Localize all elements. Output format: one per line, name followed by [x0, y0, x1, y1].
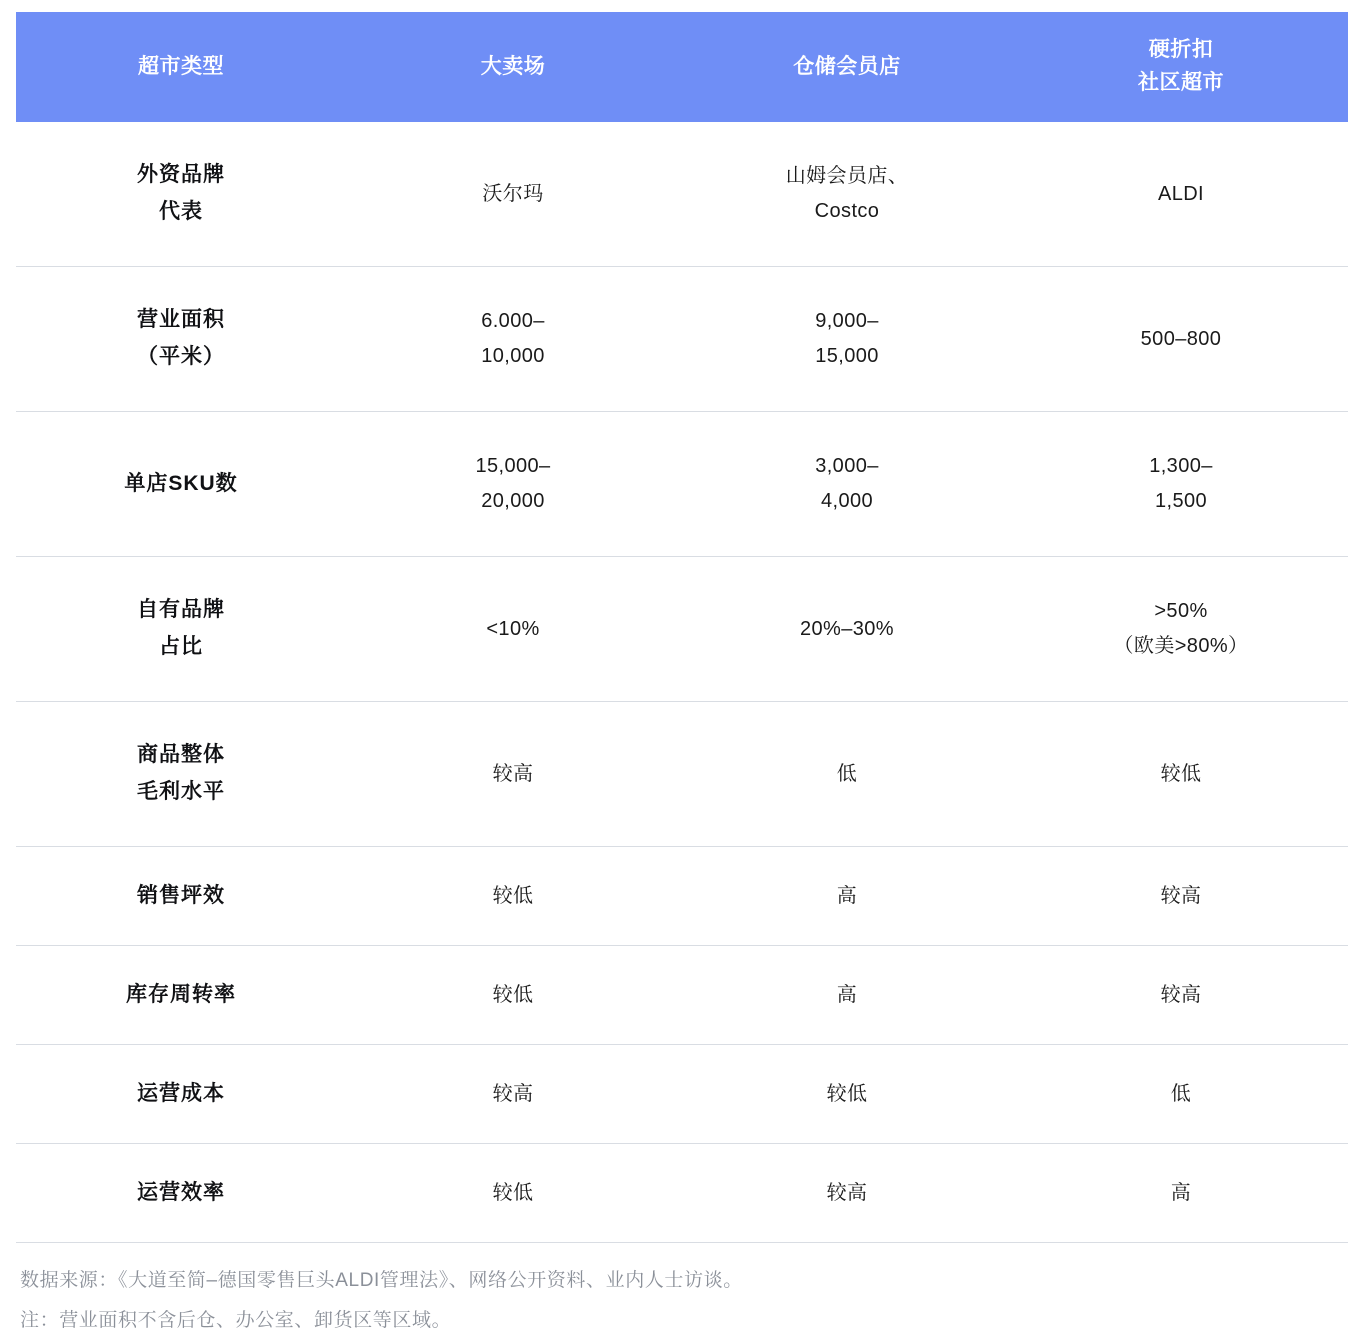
- table-row: [16, 122, 1348, 267]
- table-header-row: [16, 12, 1348, 122]
- table-row: [16, 1144, 1348, 1243]
- cell-operating-cost-warehouse-club: 较低: [680, 1045, 1014, 1144]
- cell-inventory-turnover-hard-discount: 较高: [1014, 946, 1348, 1045]
- row-label-floor-area: 营业面积 （平米）: [16, 267, 346, 412]
- column-header-type: [16, 12, 346, 122]
- cell-private-label-share-hypermarket: <10%: [346, 557, 680, 702]
- cell-operating-efficiency-hard-discount: 高: [1014, 1144, 1348, 1243]
- table-row: [16, 946, 1348, 1045]
- row-label-sku-count: 单店SKU数: [16, 412, 346, 557]
- row-label-operating-efficiency: 运营效率: [16, 1144, 346, 1243]
- row-label-private-label-share: 自有品牌 占比: [16, 557, 346, 702]
- row-label-foreign-brands: 外资品牌 代表: [16, 122, 346, 267]
- table-row: [16, 702, 1348, 847]
- cell-inventory-turnover-hypermarket: 较低: [346, 946, 680, 1045]
- column-header-hypermarket-line1: 大卖场: [480, 54, 546, 78]
- column-header-warehouse-club: [680, 12, 1014, 122]
- row-label-sales-per-sqm: 销售坪效: [16, 847, 346, 946]
- table-row: [16, 557, 1348, 702]
- cell-floor-area-hard-discount: 500–800: [1014, 267, 1348, 412]
- cell-gross-margin-hypermarket: 较高: [346, 702, 680, 847]
- column-header-warehouse-club-line1: 仓储会员店: [793, 54, 901, 78]
- cell-gross-margin-hard-discount: 较低: [1014, 702, 1348, 847]
- column-header-type-line1: 超市类型: [138, 54, 224, 78]
- column-header-hypermarket: [346, 12, 680, 122]
- cell-inventory-turnover-warehouse-club: 高: [680, 946, 1014, 1045]
- column-header-hard-discount-line1: 硬折扣: [1148, 38, 1214, 62]
- cell-sales-per-sqm-warehouse-club: 高: [680, 847, 1014, 946]
- column-header-hard-discount-line2: 社区超市: [1138, 71, 1224, 94]
- cell-operating-cost-hard-discount: 低: [1014, 1045, 1348, 1144]
- footnotes: [16, 1261, 1348, 1341]
- supermarket-comparison-table: [16, 12, 1348, 1243]
- cell-operating-efficiency-hypermarket: 较低: [346, 1144, 680, 1243]
- cell-foreign-brands-warehouse-club: 山姆会员店、 Costco: [680, 122, 1014, 267]
- row-label-operating-cost: 运营成本: [16, 1045, 346, 1144]
- cell-private-label-share-warehouse-club: 20%–30%: [680, 557, 1014, 702]
- cell-sales-per-sqm-hard-discount: 较高: [1014, 847, 1348, 946]
- cell-sku-count-hard-discount: 1,300– 1,500: [1014, 412, 1348, 557]
- row-label-gross-margin: 商品整体 毛利水平: [16, 702, 346, 847]
- footnote-source: 数据来源：《大道至简–德国零售巨头ALDI管理法》、网络公开资料、业内人士访谈。: [20, 1270, 743, 1291]
- cell-foreign-brands-hard-discount: ALDI: [1014, 122, 1348, 267]
- cell-floor-area-warehouse-club: 9,000– 15,000: [680, 267, 1014, 412]
- column-header-hard-discount: [1014, 12, 1348, 122]
- cell-operating-cost-hypermarket: 较高: [346, 1045, 680, 1144]
- table-body: [16, 122, 1348, 1243]
- cell-gross-margin-warehouse-club: 低: [680, 702, 1014, 847]
- table-row: [16, 847, 1348, 946]
- cell-private-label-share-hard-discount: >50% （欧美>80%）: [1014, 557, 1348, 702]
- cell-operating-efficiency-warehouse-club: 较高: [680, 1144, 1014, 1243]
- table-row: [16, 412, 1348, 557]
- cell-foreign-brands-hypermarket: 沃尔玛: [346, 122, 680, 267]
- table-row: [16, 267, 1348, 412]
- table-header: [16, 12, 1348, 122]
- table-row: [16, 1045, 1348, 1144]
- row-label-inventory-turnover: 库存周转率: [16, 946, 346, 1045]
- cell-sales-per-sqm-hypermarket: 较低: [346, 847, 680, 946]
- cell-sku-count-hypermarket: 15,000– 20,000: [346, 412, 680, 557]
- cell-sku-count-warehouse-club: 3,000– 4,000: [680, 412, 1014, 557]
- cell-floor-area-hypermarket: 6.000– 10,000: [346, 267, 680, 412]
- footnote-remark: 注：营业面积不含后仓、办公室、卸货区等区域。: [20, 1309, 452, 1331]
